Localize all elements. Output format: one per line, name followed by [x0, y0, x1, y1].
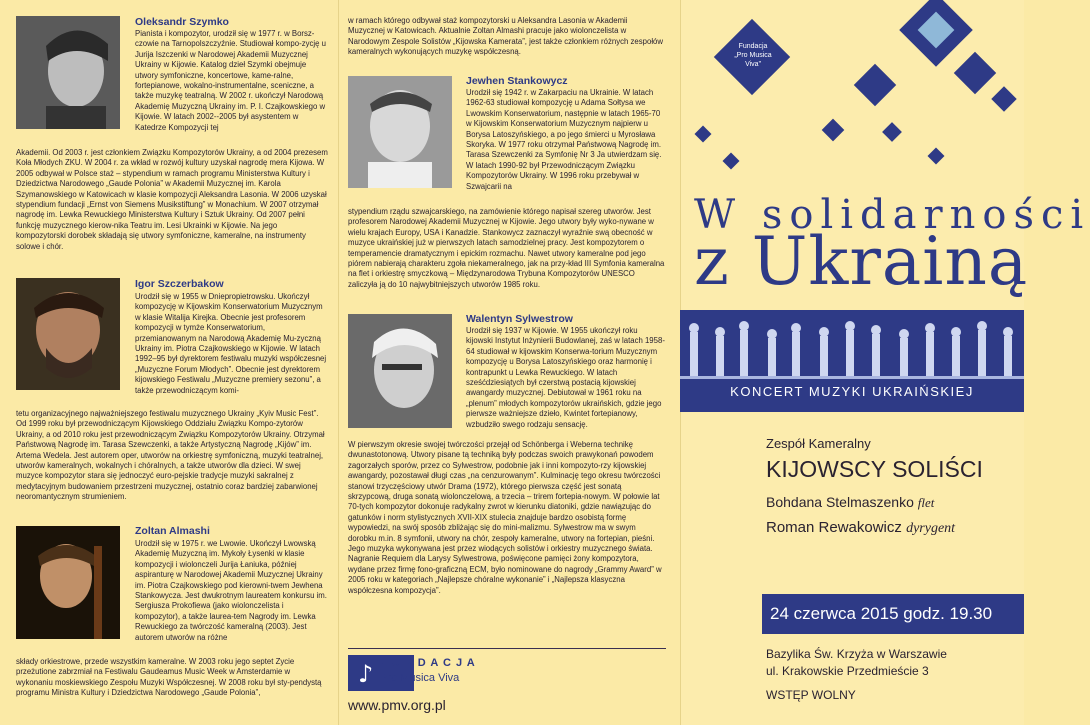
bio-name: Jewhen Stankowycz [466, 75, 568, 87]
divider [348, 648, 666, 649]
bio-name: Igor Szczerbakow [135, 278, 224, 290]
bio-text: Pianista i kompozytor, urodził się w 1977 r. w Borsz-czowie na Tarnopolszczyźnie. Studiował kompo-zycję u Jurija Iszczenki w Narodowej Akademii Muzycznej Ukrainy w Kijowie. Katalog dzieł Szymki obejmuje utwory symfoniczne, koncertowe, kame-ralne, fortepianowe, wokalno-instrumentalne, sceniczne, a także muzykę teatralną. W 2002 r. ukończył Narodową Akademię Muzyczną Ukrainy im. P. I. Czajkowskiego w Kijowie. W latach 2002--2005 był asystentem w Katedrze Kompozycji tej [135, 29, 326, 132]
venue-name: Bazylika Św. Krzyża w Warszawie [766, 647, 947, 661]
fold-line [338, 0, 339, 725]
portrait-almashi [16, 526, 120, 639]
performer-1: Bohdana Stelmaszenko flet [766, 494, 935, 510]
concert-subtitle: KONCERT MUZYKI UKRAIŃSKIEJ [730, 384, 974, 399]
bio-text: Urodził się 1942 r. w Zakarpaciu na Ukrainie. W latach 1962-63 studiował kompozycję u Adama Sołtysa we Lwowskim Konserwatorium, następnie w latach 1965-70 w Kijowskim Konserwatorium Muzycznym najpierw u Borysa Latoszyńskiego, a po jego śmierci u Myrosława Skoryka. W 1977 roku otrzymał Państwową Nagrodę im. Tarasa Szewczenki za Symfonię Nr 3 Ja utwierdzam się. W latach 1990-92 był Przewodniczącym Związku Kompozytorów Ukrainy. W 1996 roku przebywał w Szwajcarii na [466, 88, 662, 191]
ensemble-label: Zespół Kameralny [766, 436, 871, 451]
ensemble-name: KIJOWSCY SOLIŚCI [766, 456, 983, 482]
bio-text: w ramach którego odbywał staż kompozytorski u Aleksandra Lasonia w Akademii Muzycznej w Katowicach. Aktualnie Zoltan Almashi pracuje jako wiolonczelista w Narodowym Zespole Solistów „Kijowska Kamerata”, jest także członkiem różnych zespołów kameralnych wykonujących muzykę współczesną. [348, 16, 664, 57]
portrait-szczerbakow [16, 278, 120, 390]
bio-text: W pierwszym okresie swojej twórczości przejął od Schönberga i Weberna technikę dwunastotonową. Utwory pisane tą techniką były podczas swoich prawykonań powodem zagorzałych sporów, przez co Sylwestrow, podobnie jak i inni kompozyto-rzy kijowskiej awangardy, pozostawał długi czas „na cenzurowanym”. Kulminację tego okresu twórczości stanowi trzyczęściowy utwór Drama (1972), którego pierwsza część jest sonatą skrzypcową, druga sonatą wiolonczelową, a trzecia – trirem fortepia-nowym. W połowie lat 70-tych kompozytor dokonuje radykalny zwrot w kierunku diatoniki, gdzie nawiązując do gatunków i norm stylistycznych XVII-XIX stulecia znajduje bardzo osobistą formę wypowiedzi, na swój sposób zbliżając się do mini-malizmu. Sylwestrow ma w swym dorobku m.in. 8 symfonii, utwory na chór, zespoły kameralne, utwory na fortepian, pieśni. Jego muzyka wykonywana jest przez wiodących solistów i orkiestry muzycznego świata. Nagranie Requiem dla Larysy Sylwestrowa, poświęcone pamięci żony kompozytora, wydane przez firmę fono-graficzną ECM, było nominowane do nagrody „Grammy Award” w 2005 roku w kategoriach „Najlepsze chóralne wykonanie” i „Najlepsza klasyczna współczesna kompozycja”. [348, 440, 662, 595]
performer-2: Roman Rewakowicz dyrygent [766, 519, 956, 536]
title-line-2: z Ukrainą [694, 223, 1029, 300]
logo-label: F U N D A C J A [380, 657, 476, 669]
venue-address: ul. Krakowskie Przedmieście 3 [766, 664, 929, 678]
portrait-stankowycz [348, 76, 452, 188]
bio-text: Urodził się 1937 w Kijowie. W 1955 ukończył roku kijowski Instytut Inżynierii Budowlanej, zaś w latach 1958-64 studiował w kijowskim Konserwa-torium Muzycznym kompozycję u Borysa Latoszyńskiego oraz harmonię i kontrapunkt u Lewka Rewuckiego. W latach sześćdziesiątych był czerstwą postacią kijowskiej awangardy muzycznej. Debiutował w 1961 roku na „plenum” młodych kompozytorów ukraińskich, gdzie jego pierwsze ważniejsze dzieło, Kwintet fortepianowy, wzbudziło swego rodzaju sensację. [466, 326, 665, 429]
bio-name: Walentyn Sylwestrow [466, 313, 573, 325]
logo-label: Pro Musica Viva [380, 672, 460, 684]
bio-text: Urodził się w 1955 w Dniepropietrowsku. Ukończył kompozycję w Kijowskim Konserwatorium Muzycznym w klasie Witalija Kirejka. Obecnie jest profesorem kompozycji w tymże Konserwatorium, przemianowanym na Narodową Akademię Mu-zyczną Ukrainy im. Piotra Czajkowskiego w Kijowie. W latach 1992–95 był dyrektorem festiwalu muzyki współczesnej „Muzyczne Forum Młodych”. Obecnie jest dyrektorem kijowskiego Festiwalu „Muzyczne premiery sezonu”, a także przewodniczącym komi- [135, 292, 327, 395]
bio-name: Zoltan Almashi [135, 525, 210, 537]
svg-text:♪: ♪ [358, 660, 374, 688]
bio-text: Urodził się w 1975 r. we Lwowie. Ukończył Lwowską Akademię Muzyczną im. Mykoły Łysenki w klasie kompozycji i wiolonczeli Jurija Łaniuka, później aspiranturę w Narodowej Akademii Muzycznej Ukrainy im. Piotra Czajkowskiego pod kierowni-twem Jewhena Stankowycza. Jest dwukrotnym laureatem konkursu im. Sergiusza Prokofiewa (jako wiolonczelista i kompozytor), a także laurea-tem Nagrody im. Lewka Rewuckiego za twórczość kameralną (2003). Jest autorem utworów na różne [135, 539, 327, 642]
portrait-szymko [16, 16, 120, 129]
badge-text: Fundacja „Pro Musica Viva” [734, 43, 772, 68]
concert-date: 24 czerwca 2015 godz. 19.30 [762, 594, 1024, 634]
bio-text: składy orkiestrowe, przede wszystkim kameralne. W 2003 roku jego septet Zycie przeżutione zabrzmiał na Festiwalu Gaudeamus Music Week w Amsterdamie w wykonaniu moskiewskiego Zespołu Muzyki Współczesnej. W 2008 roku był sty-pendystą programu Ministra Kultury i Dziedzictwa Narodowego „Gaude Polonia”, [16, 657, 322, 698]
bio-text: Akademii. Od 2003 r. jest członkiem Związku Kompozytorów Ukrainy, a od 2004 prezesem Koła Młodych ZKU. W 2004 r. za wkład w rozwój kultury uzyskał nagrodę mera Kijowa. W 2005 odbywał w Polsce staż – stypendium w ramach programu Ministerstwa Kultury i Dziedzictwa Narodowego „Gaude Polonia” w Akademii Muzycznej im. Karola Szymanowskiego w Katowicach w klasie kompozycji Aleksandra Lasonia. W 2006 uzyskał stypendium fundacji „Ernst von Siemens Musikstiftung” w Monachium. W 2007 otrzymał nagrodę im. Lewka Rewuckiego Ministerstwa Kultury i Sztuk Ukrainy. Od 2007 pełni funkcję muzycznego kierow-nika Teatru im. Lesi Ukrainki w Kijowie. Na jego kompozytorski dorobek składają się utwory symfoniczne, kameralne, na instrumenty solowe i chór. [16, 148, 328, 251]
bio-text: stypendium rządu szwajcarskiego, na zamówienie którego napisał szereg utworów. Jest profesorem Narodowej Akademii Muzycznej w Kijowie. Jego utwory były wyko-nywane w wielu krajach Europy, USA i Kanadzie. Stankowycz zaznaczył wyraźnie swą obecność w muzyce ukraińskiej już w pierwszych latach samodzielnej pracy. Jest kompozytorem o temperamencie dramatycznym i epickim rozmachu. Nawet utwory kameralne pod jego piórem nabierają charakteru zgoła niekameralnego, jak na przy-kład III Symfonia kameralna na flet i orkiestrę smyczkową – Międzynarodowa Trybuna Kompozytorów UNESCO zaliczyła ją do 10 najwybitniejszych utworów 1985 roku. [348, 207, 665, 289]
website-link[interactable]: www.pmv.org.pl [348, 697, 446, 713]
bio-text: tetu organizacyjnego najważniejszego festiwalu muzycznego Ukrainy „Kyiv Music Fest”. Od 1999 roku był przewodniczącym Kijowskiego Oddziału Związku Kompo-zytorów Ukrainy, a od 2010 roku jest przewodniczącym Związku Kompozytorów Ukrainy. Otrzymał Państwową Nagrodę im. Tarasa Szewczenki, a także Artystyczną Nagrodę „Kijów” im. Artema Wedela. Jest autorem oper, utworów na orkiestrę symfoniczną, muzyki teatralnej, utworów kameralnych, wokalnych i chóralnych, a także utworów dla dzieci. W swej muzyce kompozytor stara się jednoczyć euro-pejskie tradycje muzyki sakralnej z medytacyjnym budowaniem przestrzeni muzycznej, ostatnio coraz bardziej zabarwionej neoromantycznym strumieniem. [16, 409, 325, 502]
admission-note: WSTĘP WOLNY [766, 688, 856, 702]
bio-name: Oleksandr Szymko [135, 16, 229, 28]
title-line-1: W solidarności [694, 192, 1090, 238]
portrait-sylwestrow [348, 314, 452, 428]
